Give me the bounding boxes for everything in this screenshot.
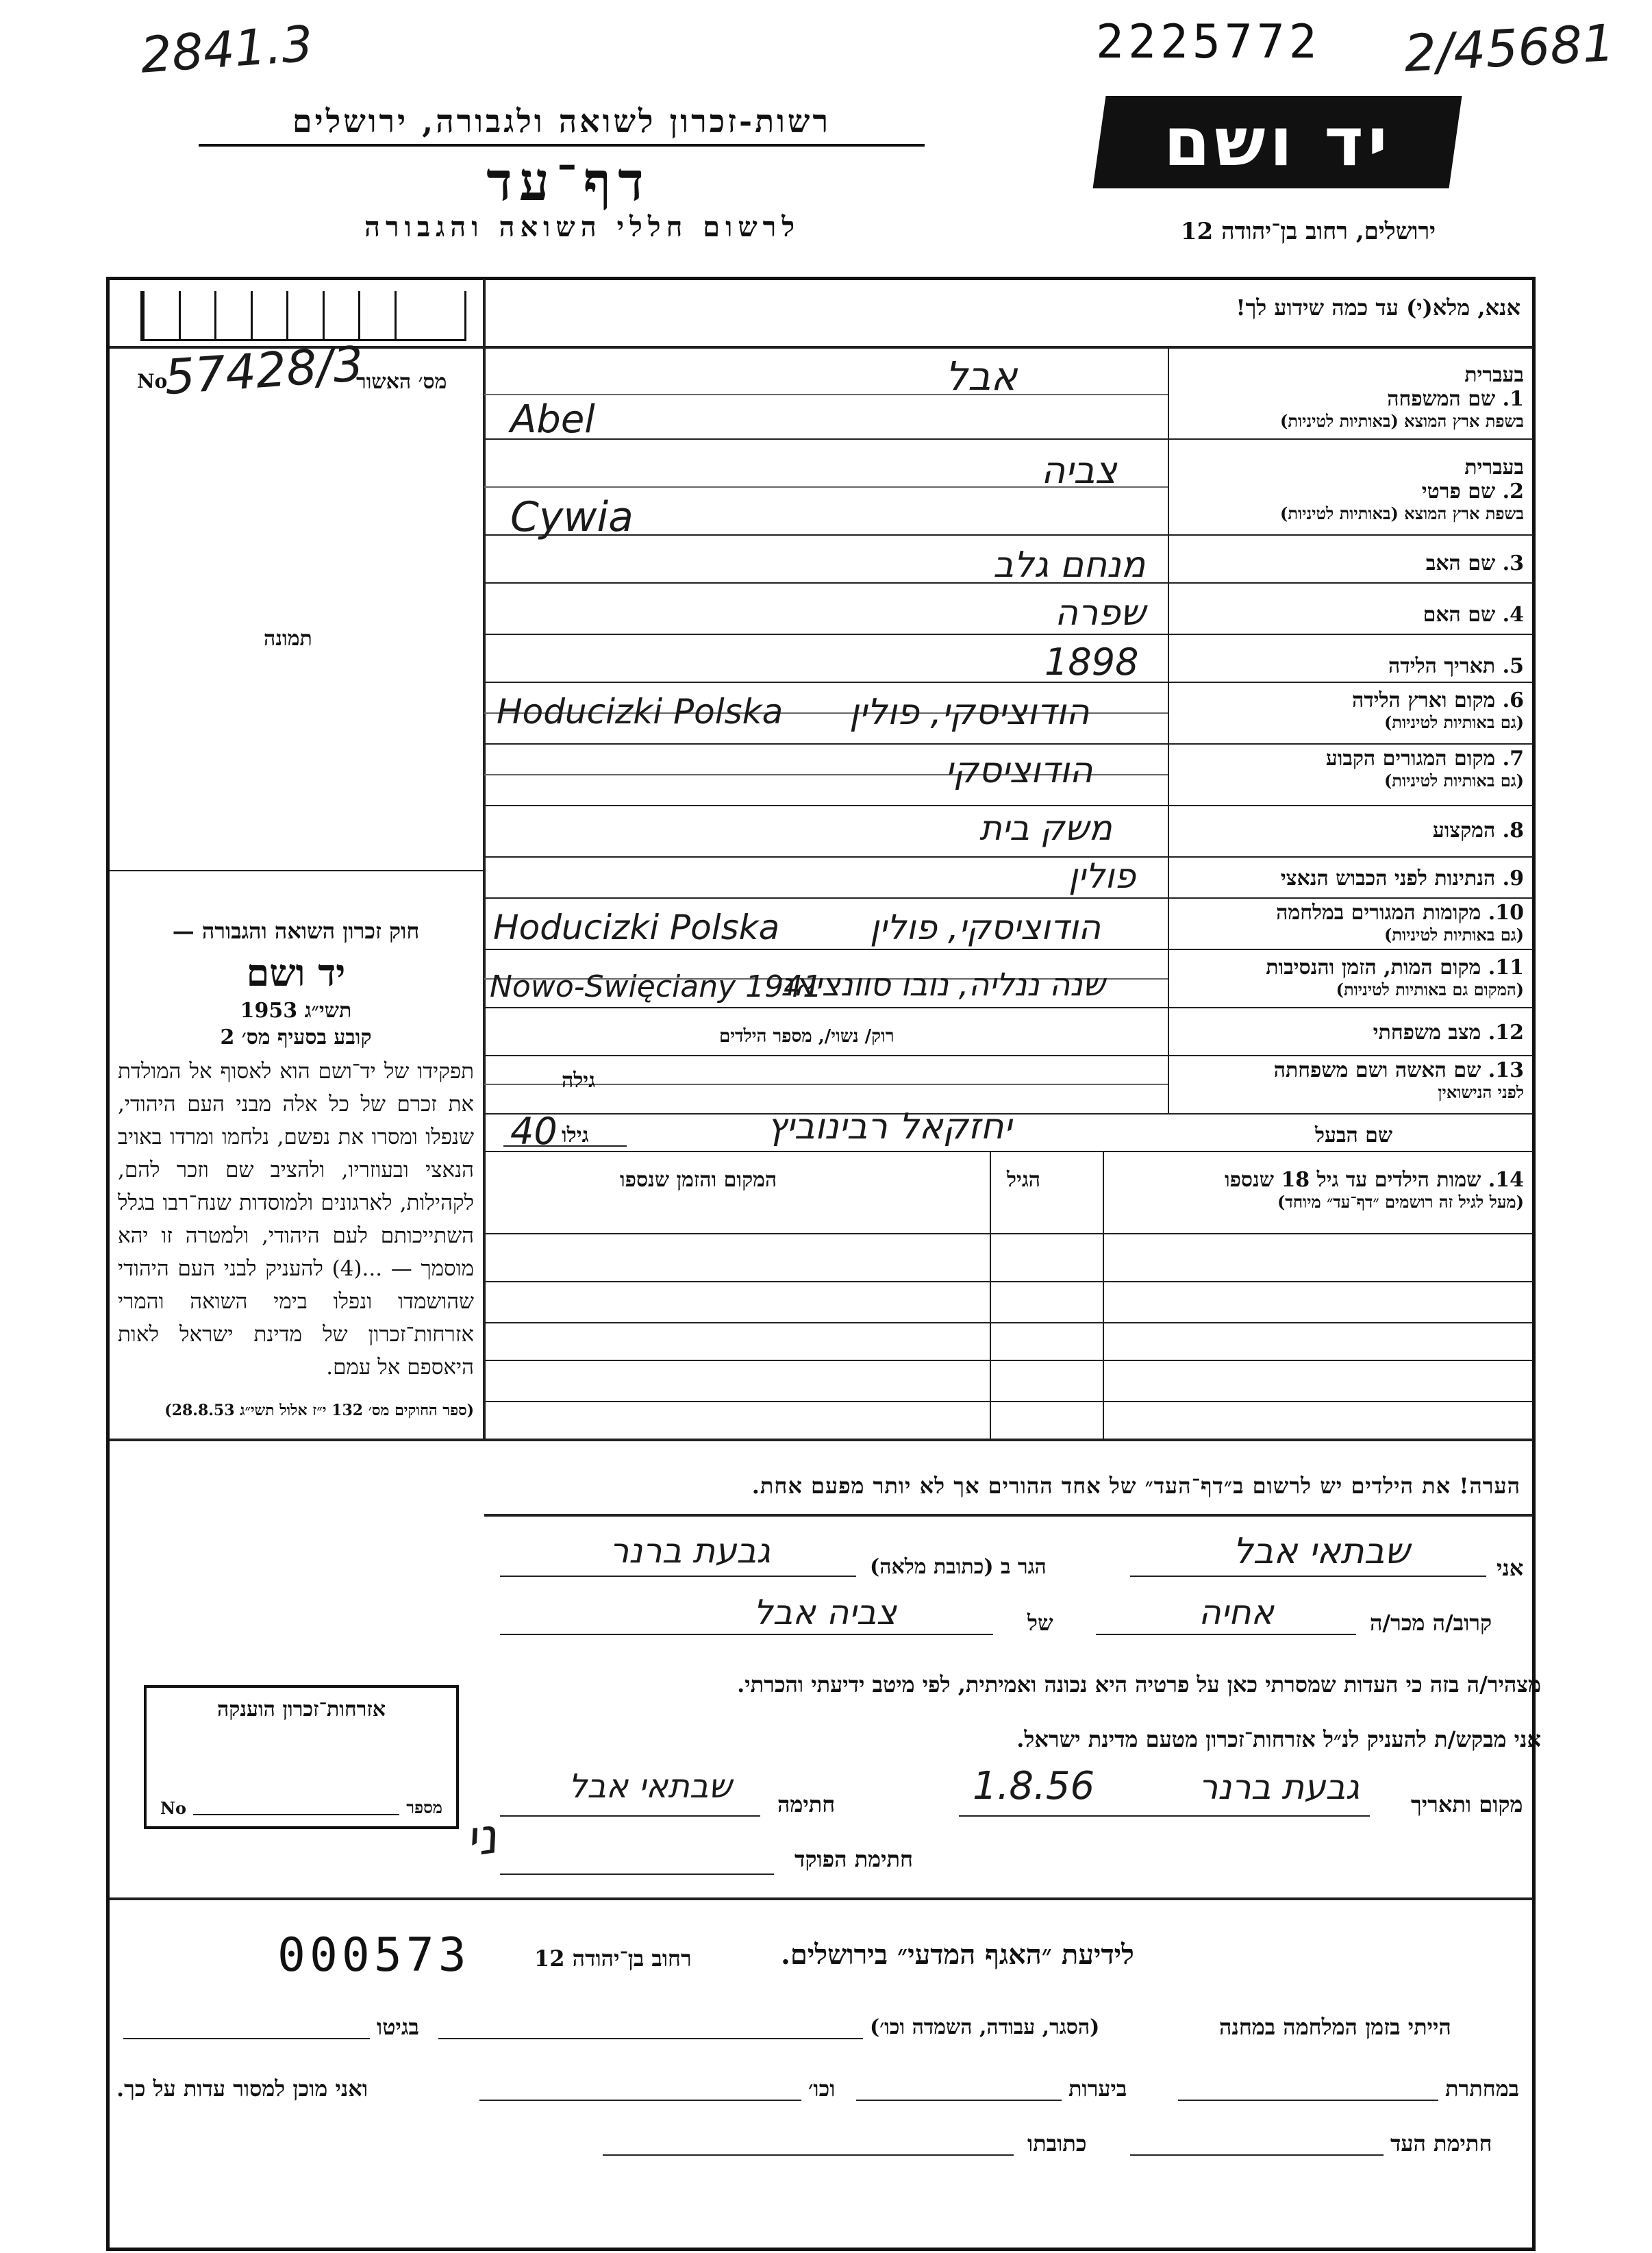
death-place-hebrew: שנה ננליה, נובו סוונציאני (774, 966, 1105, 1003)
declarant-i: אני (1497, 1555, 1524, 1581)
form-subtitle: לרשום חללי השואה והגבורה (364, 211, 801, 243)
field-12-marital: 12. מצב משפחתי (1373, 1021, 1524, 1045)
approval-code-boxes (140, 291, 466, 341)
declaration-text: מצהיר/ה בזה כי העדות שמסרתי כאן על פרטיה היא נכונה ואמיתית, לפי מיטב ידיעתי והכרתי. (737, 1671, 1541, 1697)
serial-number: 000573 (277, 1928, 471, 1982)
children-age-header: הגיל (1007, 1168, 1041, 1192)
wife-age-label: גילה (562, 1069, 596, 1093)
declaration-date: 1.8.56 (973, 1764, 1095, 1808)
field-11-death: 11. מקום המות, הזמן והנסיבות (המקום גם באותיות לטיניות) (1266, 956, 1524, 999)
declaration-place: גבעת ברנר (1199, 1767, 1360, 1807)
request-text: אני מבקש/ת להעניק לנ״ל אזרחות־זכרון מטעם מדינת ישראל. (1016, 1726, 1541, 1752)
approval-label: מס׳ האשור (356, 370, 447, 394)
first-name-latin: Cywia (510, 493, 634, 541)
yad-vashem-address: ירושלים, רחוב בן־יהודה 12 (1180, 218, 1436, 245)
declarant-address: גבעת ברנר (610, 1531, 771, 1571)
children-note: הערה! את הילדים יש לרשום ב״דף־העד״ של אחד ההורים אך לא יותר מפעם אחת. (751, 1473, 1520, 1499)
willing-to-testify: ואני מוכן למסור עדות על כך. (116, 2076, 368, 2102)
of-name: צביה אבל (753, 1593, 897, 1632)
mother-name: שפרה (1055, 593, 1146, 634)
profession-value: משק בית (979, 808, 1112, 848)
nationality-value: פולין (1068, 856, 1136, 896)
approval-number: 57428/3 (162, 335, 366, 406)
wartime-residence-hebrew: הודוציסקי, פולין (870, 908, 1101, 947)
marital-status-hint: רוק/ נשוי/, מספר הילדים (719, 1026, 894, 1047)
field-7-residence: 7. מקום המגורים הקבוע (גם באותיות לטיניות) (1325, 747, 1524, 791)
husband-name-value: יחזקאל רבינוביץ (767, 1106, 1012, 1147)
field-4-mother: 4. שם האם (1423, 603, 1524, 627)
document-number: 2225772 (1096, 15, 1321, 69)
scientific-dept-title: לידיעת ״האגף המדעי״ בירושלים. (781, 1939, 1134, 1971)
ghetto-label: בגיטו (377, 2014, 419, 2040)
birth-year: 1898 (1044, 640, 1139, 684)
declarant-name: שבתאי אבל (1233, 1531, 1410, 1572)
of-label: של (1027, 1610, 1053, 1636)
officer-signature-label: חתימת הפוקד (794, 1846, 913, 1872)
field-5-birthdate: 5. תאריך הלידה (1388, 654, 1524, 678)
surname-latin: Abel (510, 397, 595, 442)
underground-label: במחתרת (1445, 2076, 1520, 2102)
relation-label: קרוב/ה מכר/ה (1370, 1610, 1492, 1636)
relation-value: אחיה (1199, 1593, 1274, 1632)
birthplace-latin: Hoducizki Polska (497, 692, 784, 732)
wartime-residence-latin: Hoducizki Polska (493, 908, 780, 947)
field-10-wartime-residence: 10. מקומות המגורים במלחמה (גם באותיות לטיניות) (1276, 901, 1524, 945)
declarant-signature: שבתאי אבל (568, 1767, 732, 1806)
signature-label: חתימה (777, 1791, 836, 1817)
husband-label: שם הבעל (1315, 1123, 1393, 1147)
intro-instruction: אנא, מלא(י) עד כמה שידוע לך! (1236, 295, 1520, 321)
husband-age-value: 40 (510, 1110, 558, 1153)
witness-address-label: כתובתו (1027, 2130, 1087, 2156)
wartime-camp-label: הייתי בזמן המלחמה במחנה (1219, 2014, 1451, 2040)
children-place-header: המקום והזמן שנספו (620, 1168, 777, 1192)
field-14-children: 14. שמות הילדים עד גיל 18 שנספו (מעל לגיל זה רושמים ״דף־עד״ מיוחד) (1224, 1168, 1524, 1212)
handwritten-archive-ref: 2841.3 (138, 14, 315, 84)
field-8-profession: 8. המקצוע (1432, 819, 1524, 843)
law-box: חוק זכרון השואה והגבורה — יד ושם תשי״ג 1953 קובע בסעיף מס׳ 2 תפקידו של יד־ושם הוא לאסוף אל המולדת את זכרם של כל אלה מבני העם היהודי, שנפלו ומסרו את נפשם, נלחמו ומרדו באויב הנאצי ובעוזריו, ולהציב שם וזכר להם, לקהילות, לארגונים ולמוסדות שנח־רבו בגלל השתייכותם לעם היהודי, ולמטרה זו יהא מוסמך — ...(4) להעניק לבני העם היהודי שהושמדו ונפלו בימי השואה והמרי אזרחות־זכרון של מדינת ישראל לאות היאספם אל עמם. (ספר החוקים מס׳ 132 י״ז אלול תשי״ג 28.8.53) (118, 918, 474, 1419)
declarant-resides-label: הגר ב (כתובת מלאה) (870, 1555, 1047, 1579)
husband-age-label: גילו (562, 1123, 589, 1147)
field-6-birthplace: 6. מקום וארץ הלידה (גם באותיות לטיניות) (1351, 688, 1524, 732)
organization-line: רשות-זכרון לשואה ולגבורה, ירושלים (199, 103, 925, 147)
citizenship-granted-box: אזרחות־זכרון הוענקה No מספר (144, 1685, 459, 1829)
form-title: דף־עד (486, 151, 651, 213)
field-3-father: 3. שם האב (1425, 551, 1524, 575)
camp-type-hint: (הסגר, עבודה, השמדה וכו׳) (870, 2015, 1100, 2039)
handwritten-file-number: 2/45681 (1402, 14, 1616, 84)
residence-value: הודוציסקי (945, 750, 1093, 791)
field-9-nationality: 9. הנתינות לפני הכבוש הנאצי (1280, 867, 1524, 891)
scientific-dept-address: רחוב בן־יהודה 12 (534, 1945, 692, 1971)
photo-label: תמונה (264, 627, 312, 651)
first-name-hebrew: צביה (1041, 449, 1117, 492)
father-name: מנחם גלב (993, 545, 1146, 586)
forests-label: ביערות (1068, 2076, 1127, 2102)
field-1-surname: בעברית 1. שם המשפחה בשפת ארץ המוצא (באותיות לטיניות) (1280, 363, 1524, 431)
approval-no-label: No (137, 370, 168, 393)
field-2-first-name: בעברית 2. שם פרטי בשפת ארץ המוצא (באותיות לטיניות) (1280, 456, 1524, 523)
witness-signature-label: חתימת העד (1390, 2130, 1492, 2156)
yad-vashem-logo: יד ושם (1093, 96, 1462, 188)
birthplace-hebrew: הודוציסקי, פולין (849, 692, 1090, 733)
field-13-wife: 13. שם האשה ושם משפחתה לפני הנישואין (1273, 1058, 1524, 1102)
officer-signature: ני (462, 1806, 501, 1868)
place-date-label: מקום ותאריך (1411, 1791, 1523, 1817)
death-place-latin: Nowo-Swięciany 1941 (490, 969, 823, 1004)
surname-hebrew: אבל (945, 353, 1018, 399)
etc-label: וכו׳ (808, 2076, 836, 2102)
